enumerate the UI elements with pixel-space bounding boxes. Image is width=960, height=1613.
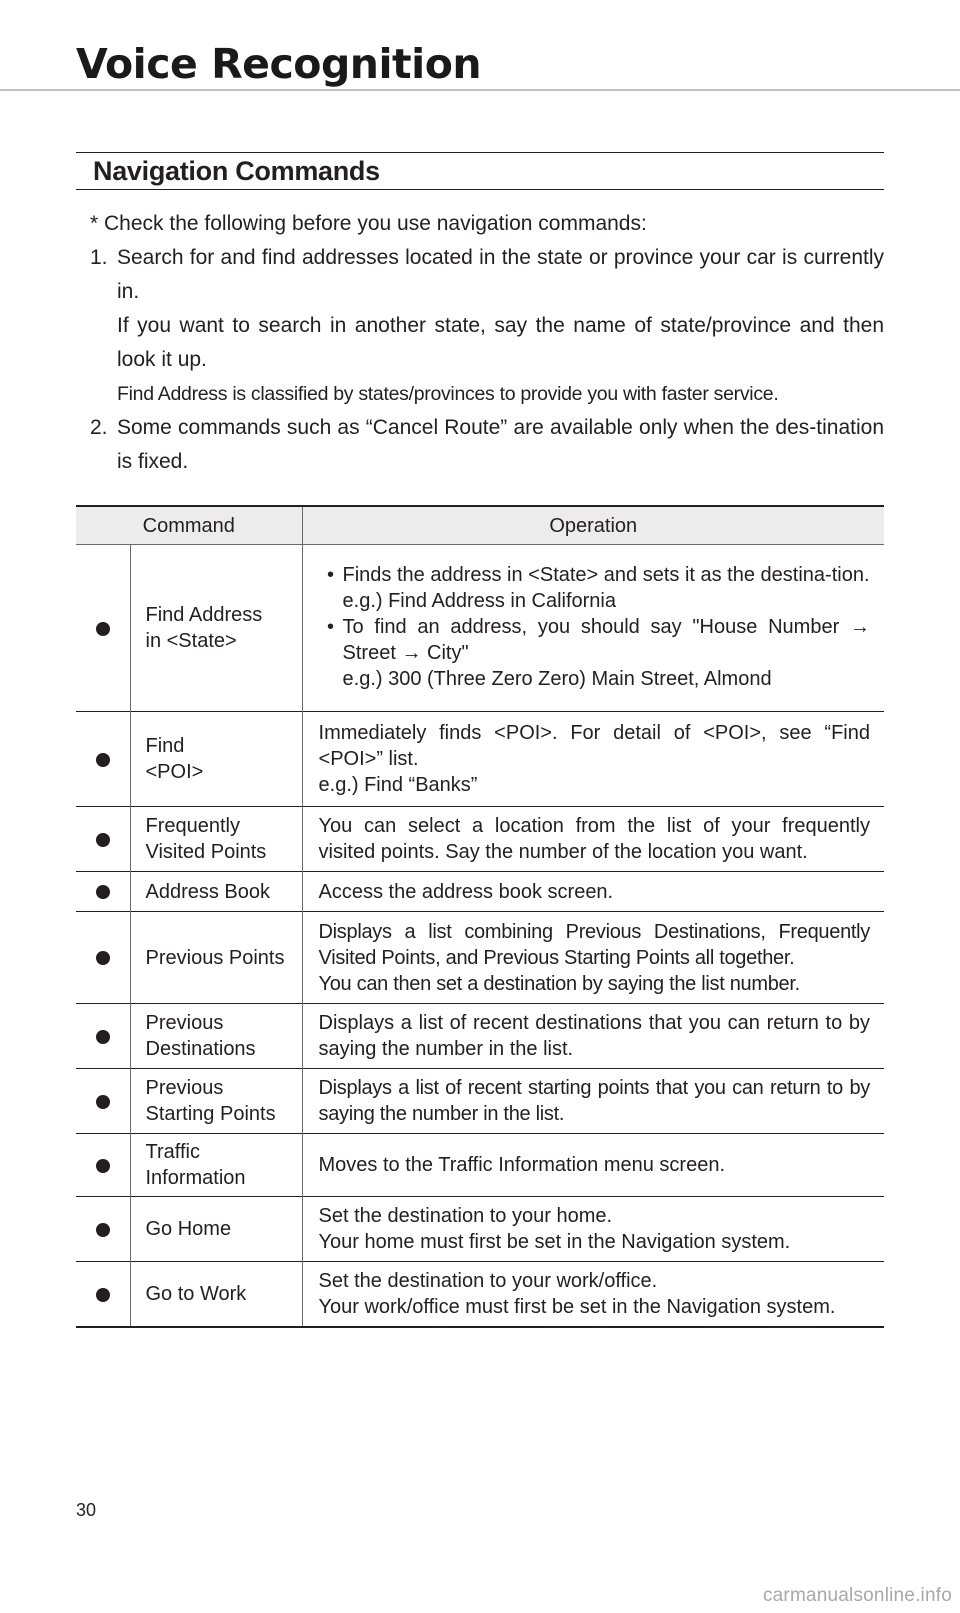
operation-text bbox=[302, 712, 884, 807]
page-title: Voice Recognition bbox=[76, 40, 482, 88]
command-name-line: <POI> bbox=[145, 761, 204, 783]
operation-bullet-item bbox=[319, 562, 870, 588]
operation-line: Displays a list of recent destinations that you can return to by saying the number in the list. bbox=[318, 1012, 870, 1060]
intro-item-1-number: 1. bbox=[90, 246, 108, 269]
row-bullet bbox=[76, 872, 130, 912]
bullet-icon bbox=[96, 753, 110, 767]
command-name-line: Traffic bbox=[145, 1141, 200, 1163]
operation-text bbox=[302, 1069, 884, 1134]
command-name-line: Address Book bbox=[145, 880, 271, 903]
row-bullet bbox=[76, 712, 130, 807]
table-row bbox=[76, 1069, 884, 1134]
command-name-line: Find Address bbox=[145, 604, 263, 626]
bullet-icon bbox=[96, 1159, 110, 1173]
command-name bbox=[130, 712, 302, 807]
page-number: 30 bbox=[76, 1500, 97, 1520]
command-name bbox=[130, 1197, 302, 1262]
operation-line: You can select a location from the list of your frequently visited points. Say the number of the location you want. bbox=[318, 815, 870, 863]
operation-line: Set the destination to your work/office. bbox=[318, 1270, 658, 1292]
operation-text bbox=[302, 1197, 884, 1262]
operation-line-part: City" bbox=[427, 642, 469, 664]
bullet-icon bbox=[96, 1223, 110, 1237]
command-name-line: Starting Points bbox=[145, 1103, 276, 1125]
intro-item-1-para-2: If you want to search in another state, say the name of state/province and then look it up. bbox=[117, 314, 884, 371]
bullet-icon bbox=[96, 1288, 110, 1302]
table-row bbox=[76, 807, 884, 872]
command-name-line: Visited Points bbox=[145, 841, 267, 863]
operation-text bbox=[302, 872, 884, 912]
section-heading bbox=[76, 152, 884, 190]
operation-line: You can then set a destination by saying the list number. bbox=[318, 972, 800, 995]
bullet-glyph: • bbox=[327, 564, 335, 586]
command-name-line: Find bbox=[145, 735, 185, 757]
operation-line bbox=[343, 614, 870, 666]
arrow-icon: → bbox=[401, 642, 422, 664]
row-bullet bbox=[76, 1197, 130, 1262]
command-name bbox=[130, 872, 302, 912]
operation-line: Finds the address in <State> and sets it as the destina-tion. bbox=[342, 564, 870, 586]
table-row bbox=[76, 1004, 884, 1069]
operation-line: Access the address book screen. bbox=[318, 880, 614, 903]
bullet-icon bbox=[96, 622, 110, 636]
operation-example: e.g.) Find “Banks” bbox=[318, 774, 478, 796]
command-name bbox=[130, 1069, 302, 1134]
operation-text bbox=[302, 1134, 884, 1197]
row-bullet bbox=[76, 1134, 130, 1197]
operation-text bbox=[302, 1262, 884, 1328]
operation-line-part: To find an address, you should say "House Number bbox=[342, 616, 840, 638]
bullet-icon bbox=[96, 1030, 110, 1044]
row-bullet bbox=[76, 1069, 130, 1134]
row-bullet bbox=[76, 1262, 130, 1328]
operation-line: Displays a list combining Previous Destinations, Frequently Visited Points, and Previous Starting Points all together. bbox=[318, 920, 870, 969]
table-row bbox=[76, 545, 884, 712]
header-operation: Operation bbox=[302, 506, 884, 545]
table-row bbox=[76, 712, 884, 807]
command-name bbox=[130, 1262, 302, 1328]
intro-item-1-para-3: Find Address is classified by states/provinces to provide you with faster service. bbox=[117, 383, 779, 405]
arrow-icon: → bbox=[850, 616, 870, 638]
command-name-line: Destinations bbox=[145, 1038, 256, 1060]
table-row bbox=[76, 1197, 884, 1262]
header-command: Command bbox=[76, 506, 302, 545]
operation-text bbox=[302, 545, 884, 712]
table-header-row bbox=[76, 506, 884, 545]
operation-example: e.g.) Find Address in California bbox=[342, 590, 616, 612]
command-name bbox=[130, 545, 302, 712]
command-name-line: Go to Work bbox=[145, 1283, 247, 1305]
table-row bbox=[76, 912, 884, 1004]
commands-table bbox=[76, 505, 884, 1328]
command-name-line: Information bbox=[145, 1167, 246, 1189]
command-name-line: Previous bbox=[145, 1012, 224, 1034]
intro-notes bbox=[90, 207, 884, 479]
section-title: Navigation Commands bbox=[93, 156, 380, 186]
command-name bbox=[130, 1134, 302, 1197]
operation-text bbox=[302, 807, 884, 872]
watermark: carmanualsonline.info bbox=[762, 1585, 952, 1606]
command-name bbox=[130, 912, 302, 1004]
operation-text bbox=[302, 912, 884, 1004]
bullet-glyph: • bbox=[327, 616, 335, 638]
operation-line-part: Street bbox=[342, 642, 396, 664]
row-bullet bbox=[76, 545, 130, 712]
row-bullet bbox=[76, 912, 130, 1004]
operation-line: Your work/office must first be set in the Navigation system. bbox=[318, 1296, 836, 1318]
intro-note: * Check the following before you use navigation commands: bbox=[90, 212, 647, 235]
bullet-icon bbox=[96, 833, 110, 847]
intro-item-2-text: Some commands such as “Cancel Route” are available only when the des-tination is fixed. bbox=[117, 416, 884, 473]
bullet-icon bbox=[96, 951, 110, 965]
command-name bbox=[130, 1004, 302, 1069]
operation-example: e.g.) 300 (Three Zero Zero) Main Street, Almond bbox=[342, 668, 772, 690]
bullet-icon bbox=[96, 1095, 110, 1109]
intro-item-2-number: 2. bbox=[90, 416, 108, 439]
bullet-icon bbox=[96, 885, 110, 899]
command-name-line: in <State> bbox=[145, 630, 237, 652]
operation-line: Your home must first be set in the Navigation system. bbox=[318, 1231, 791, 1253]
table-row bbox=[76, 872, 884, 912]
intro-item-1-text: Search for and find addresses located in the state or province your car is currently in. bbox=[117, 246, 884, 303]
command-name bbox=[130, 807, 302, 872]
operation-line: Moves to the Traffic Information menu screen. bbox=[318, 1154, 725, 1176]
command-name-line: Previous Points bbox=[145, 946, 285, 969]
table-row bbox=[76, 1262, 884, 1328]
operation-bullet-item bbox=[319, 614, 870, 666]
intro-item-2 bbox=[90, 411, 884, 479]
operation-line: Set the destination to your home. bbox=[318, 1205, 613, 1227]
row-bullet bbox=[76, 1004, 130, 1069]
command-name-line: Previous bbox=[145, 1077, 224, 1099]
command-name-line: Frequently bbox=[145, 815, 240, 837]
operation-line: Displays a list of recent starting points that you can return to by saying the number in the list. bbox=[318, 1077, 870, 1125]
row-bullet bbox=[76, 807, 130, 872]
intro-item-1 bbox=[90, 241, 884, 309]
operation-text bbox=[302, 1004, 884, 1069]
command-name-line: Go Home bbox=[145, 1218, 232, 1240]
operation-line: Immediately finds <POI>. For detail of <POI>, see “Find <POI>” list. bbox=[318, 722, 870, 770]
title-divider bbox=[0, 89, 960, 91]
table-row bbox=[76, 1134, 884, 1197]
